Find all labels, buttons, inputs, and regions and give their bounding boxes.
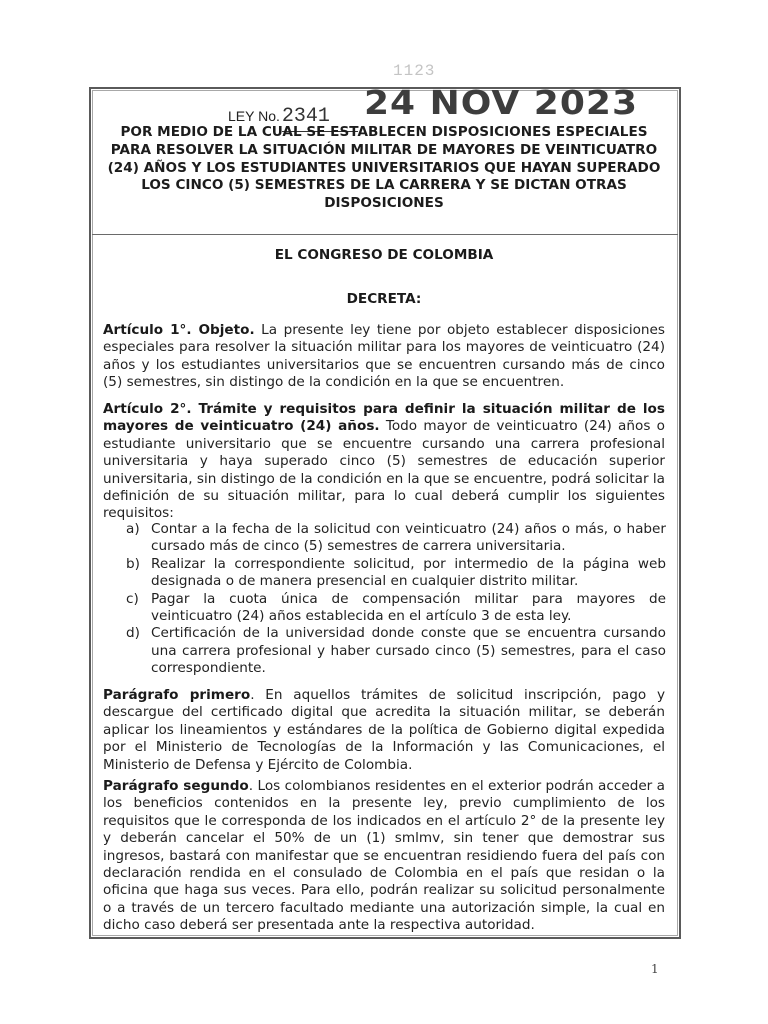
article-1 [103, 322, 665, 392]
decreta-heading: DECRETA: [346, 291, 422, 307]
law-number: 2341 [282, 105, 358, 132]
page-number: 1 [651, 962, 659, 976]
paragraph-second-body: . Los colombianos residentes en el exterior podrán acceder a los beneficios contenidos en la presente ley, previo cumplimiento de los requisitos que le corresponda de los indicados en el artículo 2° de la presente ley y deberán cancelar el 50% de un (1) smlmv, sin tener que demostrar sus ingresos, bastará con manifestar que se encuentran residiendo fuera del país con declaración rendida en el consulado de Colombia en el país que residan o la oficina que haga sus veces. Para ello, podrán realizar su solicitud personalmente o a través de un tercero facultado mediante una autorización simple, la cual en dicho caso deberá ser presentada ante la respectiva autoridad. [103, 778, 665, 934]
date-stamp: 24 NOV 2023 [364, 84, 638, 123]
requirement-text: Realizar la correspondiente solicitud, por intermedio de la página web designada o de manera presencial en cualquier distrito militar. [151, 555, 666, 590]
header-divider [92, 234, 678, 235]
requirement-item [126, 556, 666, 591]
requirement-text: Contar a la fecha de la solicitud con veinticuatro (24) años o más, o haber cursado más de cinco (5) semestres de carrera universitaria. [151, 521, 666, 555]
article-2 [103, 401, 665, 523]
requirement-text: Certificación de la universidad donde conste que se encuentra cursando una carrera profesional y haber cursado cinco (5) semestres, para el caso correspondiente. [151, 625, 666, 677]
paragraph-first-heading: Parágrafo primero [103, 687, 251, 703]
requirement-letter: c) [126, 590, 139, 607]
article-2-heading: Artículo 2°. Trámite y requisitos para definir la situación militar de los mayores de veinticuatro (24) años. [103, 401, 665, 435]
law-title: POR MEDIO DE LA CUAL SE ESTABLECEN DISPOSICIONES ESPECIALES PARA RESOLVER LA SITUACIÓN MILITAR DE MAYORES DE VEINTICUATRO (24) AÑOS Y LOS ESTUDIANTES UNIVERSITARIOS QUE HAYAN SUPERADO LOS CINCO (5) SEMESTRES DE LA CARRERA Y SE DICTAN OTRAS DISPOSICIONES [107, 124, 661, 212]
requirement-letter: d) [126, 625, 140, 642]
paragraph-first-body: . En aquellos trámites de solicitud inscripción, pago y descargue del certificado digital que acredita la situación militar, se deberán aplicar los lineamientos y estándares de la política de Gobierno digital expedida por el Ministerio de Tecnologías de la Información y las Comunicaciones, el Ministerio de Defensa y Ejército de Colombia. [103, 687, 665, 773]
requirements-list [126, 521, 666, 678]
requirement-item [126, 625, 666, 677]
requirement-letter: b) [126, 555, 140, 572]
requirement-letter: a) [126, 521, 140, 537]
article-2-body: Todo mayor de veinticuatro (24) años o estudiante universitario que se encuentre cursando una carrera profesional universitaria y haya superado cinco (5) semestres de educación superior universitaria, sin distingo de la condición en la que se encuentre, podrá solicitar la definición de su situación militar, para lo cual deberá cumplir los siguientes requisitos: [103, 418, 665, 522]
law-number-label: LEY No. [228, 108, 280, 124]
paragraph-second [103, 778, 665, 935]
requirement-text: Pagar la cuota única de compensación militar para mayores de veinticuatro (24) años establecida en el artículo 3 de esta ley. [151, 590, 666, 625]
requirement-item [126, 591, 666, 626]
paragraph-first [103, 687, 665, 774]
article-1-heading: Artículo 1°. Objeto. [103, 322, 255, 338]
requirement-item [126, 521, 666, 556]
scan-mark: 1123 [393, 62, 436, 80]
article-1-body: La presente ley tiene por objeto establecer disposiciones especiales para resolver la situación militar para los mayores de veinticuatro (24) años y los estudiantes universitarios que se encuentren cursando más de cinco (5) semestres, sin distingo de la condición en la que se encuentren. [103, 322, 665, 391]
paragraph-second-heading: Parágrafo segundo [103, 778, 249, 794]
congress-heading: EL CONGRESO DE COLOMBIA [274, 247, 494, 263]
